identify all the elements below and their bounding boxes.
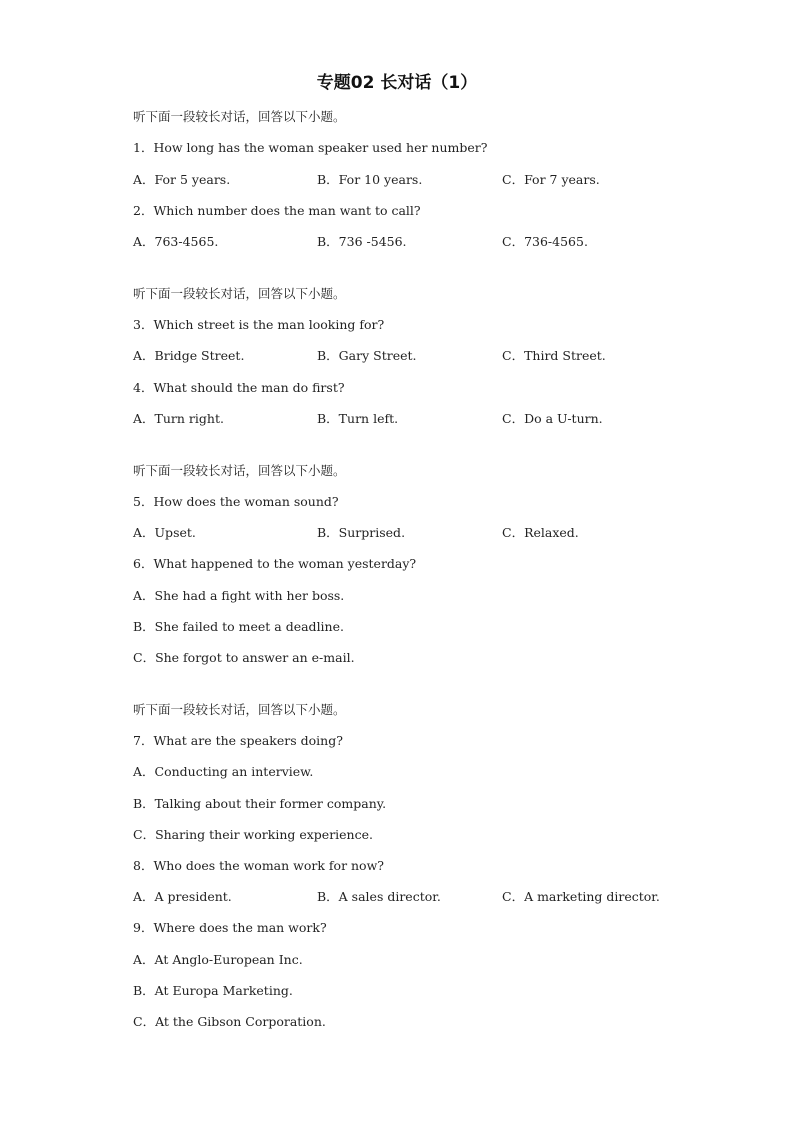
question-2: 2．Which number does the man want to call?: [133, 203, 421, 218]
question-1: 1．How long has the woman speaker used her number?: [133, 140, 488, 155]
question-5-option-c: C．Relaxed.: [502, 525, 579, 540]
question-7: 7．What are the speakers doing?: [133, 733, 343, 748]
question-7-option-a: A．Conducting an interview.: [133, 764, 314, 779]
section-1-instruction: 听下面一段较长对话，回答以下小题。: [133, 109, 346, 124]
question-9-option-c: C．At the Gibson Corporation.: [133, 1014, 326, 1029]
question-9: 9．Where does the man work?: [133, 920, 327, 935]
page-title: 专题02 长对话（1）: [316, 73, 478, 93]
question-6: 6．What happened to the woman yesterday?: [133, 556, 417, 571]
question-8-option-b: B．A sales director.: [317, 889, 441, 904]
question-5-option-a: A．Upset.: [133, 525, 196, 540]
question-3: 3．Which street is the man looking for?: [133, 317, 385, 332]
question-8: 8．Who does the woman work for now?: [133, 858, 384, 873]
section-3-instruction: 听下面一段较长对话，回答以下小题。: [133, 463, 346, 478]
question-5: 5．How does the woman sound?: [133, 494, 339, 509]
question-6-option-a: A．She had a fight with her boss.: [133, 588, 345, 603]
question-2-option-a: A．763-4565.: [133, 234, 219, 249]
question-8-option-a: A．A president.: [133, 889, 232, 904]
question-6-option-c: C．She forgot to answer an e-mail.: [133, 650, 355, 665]
question-9-option-a: A．At Anglo-European Inc.: [133, 952, 303, 967]
question-3-option-c: C．Third Street.: [502, 348, 606, 363]
section-2-instruction: 听下面一段较长对话，回答以下小题。: [133, 286, 346, 301]
question-4-option-a: A．Turn right.: [133, 411, 224, 426]
question-3-option-a: A．Bridge Street.: [133, 348, 245, 363]
question-1-option-a: A．For 5 years.: [133, 172, 231, 187]
question-4-option-b: B．Turn left.: [317, 411, 399, 426]
question-8-option-c: C．A marketing director.: [502, 889, 660, 904]
question-2-option-b: B．736 -5456.: [317, 234, 407, 249]
section-4-instruction: 听下面一段较长对话，回答以下小题。: [133, 702, 346, 717]
question-5-option-b: B．Surprised.: [317, 525, 406, 540]
question-7-option-b: B．Talking about their former company.: [133, 796, 387, 811]
question-4: 4．What should the man do first?: [133, 380, 345, 395]
question-1-option-b: B．For 10 years.: [317, 172, 423, 187]
question-2-option-c: C．736-4565.: [502, 234, 588, 249]
question-3-option-b: B．Gary Street.: [317, 348, 417, 363]
question-9-option-b: B．At Europa Marketing.: [133, 983, 293, 998]
question-7-option-c: C．Sharing their working experience.: [133, 827, 373, 842]
question-1-option-c: C．For 7 years.: [502, 172, 600, 187]
question-6-option-b: B．She failed to meet a deadline.: [133, 619, 344, 634]
question-4-option-c: C．Do a U-turn.: [502, 411, 603, 426]
